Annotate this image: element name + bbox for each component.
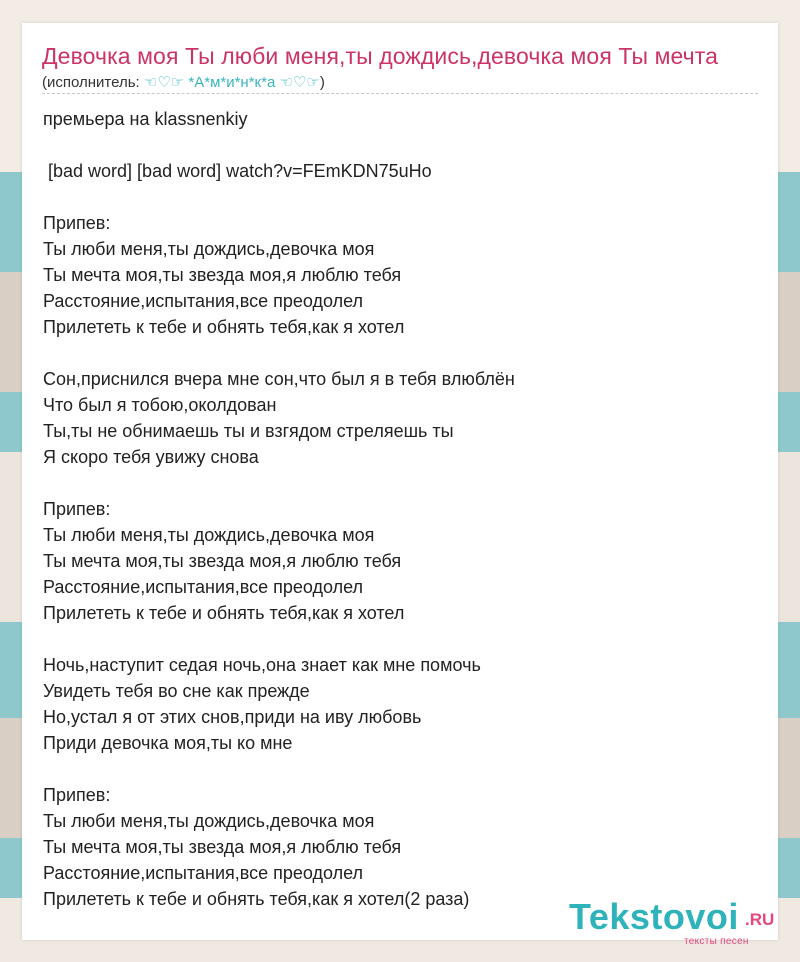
logo-subtitle: тексты песен [684, 936, 749, 947]
artist-prefix: (исполнитель: [42, 74, 144, 91]
artist-line [42, 73, 325, 91]
lyrics-card [22, 23, 778, 947]
artist-suffix: ) [319, 74, 325, 91]
site-logo[interactable] [569, 896, 779, 946]
title-divider [42, 93, 758, 94]
lyrics-text: премьера на klassnenkiy [bad word] [bad word] watch?v=FEmKDN75uHo Припев: Ты люби меня,ты дождись,девочка моя Ты мечта моя,ты звезда моя,я люблю тебя Расстояние,испытания,все преодолел Прилететь к тебе и обнять тебя,как я хотел Сон,приснился вчера мне сон,что был я в тебя влюблён Что был я тобою,околдован Ты,ты не обнимаешь ты и взгядом стреляешь ты Я скоро тебя увижу снова Припев: Ты люби меня,ты дождись,девочка моя Ты мечта моя,ты звезда моя,я люблю тебя Расстояние,испытания,все преодолел Прилететь к тебе и обнять тебя,как я хотел Ночь,наступит седая ночь,она знает как мне помочь Увидеть тебя во сне как прежде Но,устал я от этих снов,приди на иву любовь Приди девочка моя,ты ко мне Припев: Ты люби меня,ты дождись,девочка моя Ты мечта моя,ты звезда моя,я люблю тебя Расстояние,испытания,все преодолел Прилететь к тебе и обнять тебя,как я хотел(2 раза) [43, 109, 515, 909]
song-title: Девочка моя Ты люби меня,ты дождись,девочка моя Ты мечта [42, 43, 719, 69]
logo-domain-suffix: .RU [745, 910, 775, 929]
logo-wordmark: Tekstovoi [569, 896, 739, 937]
artist-link[interactable]: ☜♡☞ *А*м*и*н*к*а ☜♡☞ [143, 74, 320, 91]
